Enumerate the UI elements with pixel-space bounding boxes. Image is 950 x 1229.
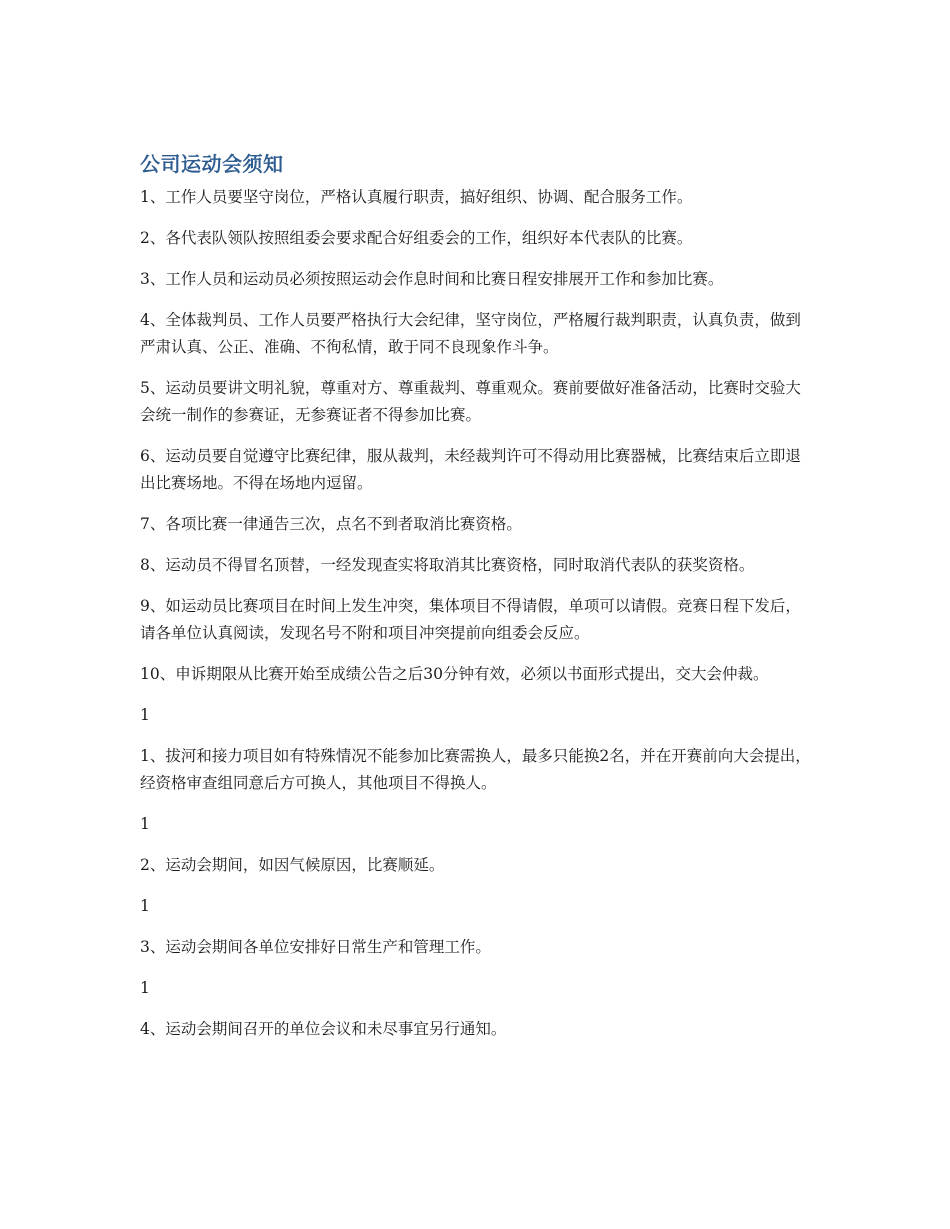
rule-paragraph: 6、运动员要自觉遵守比赛纪律，服从裁判，未经裁判许可不得动用比赛器械，比赛结束后立即退出比赛场地。不得在场地内逗留。: [140, 447, 801, 492]
extra-paragraph: 1、拔河和接力项目如有特殊情况不能参加比赛需换人，最多只能换2名，并在开赛前向大会提出，经资格审查组同意后方可换人，其他项目不得换人。: [140, 747, 811, 792]
rule-paragraph: 8、运动员不得冒名顶替，一经发现查实将取消其比赛资格，同时取消代表队的获奖资格。: [140, 556, 755, 574]
document-title: 公司运动会须知: [140, 152, 284, 176]
extra-paragraph: 3、运动会期间各单位安排好日常生产和管理工作。: [140, 938, 491, 956]
rule-paragraph: 2、各代表队领队按照组委会要求配合好组委会的工作，组织好本代表队的比赛。: [140, 229, 693, 247]
section-marker: 1: [140, 979, 150, 997]
rule-paragraph: 10、申诉期限从比赛开始至成绩公告之后30分钟有效，必须以书面形式提出，交大会仲裁。: [140, 665, 769, 683]
rule-paragraph: 3、工作人员和运动员必须按照运动会作息时间和比赛日程安排展开工作和参加比赛。: [140, 270, 724, 288]
rule-paragraph: 1、工作人员要坚守岗位，严格认真履行职责，搞好组织、协调、配合服务工作。: [140, 188, 693, 206]
section-marker: 1: [140, 706, 150, 724]
rule-paragraph: 4、全体裁判员、工作人员要严格执行大会纪律，坚守岗位，严格履行裁判职责，认真负责，做到严肃认真、公正、准确、不徇私情，敢于同不良现象作斗争。: [140, 311, 801, 356]
section-marker: 1: [140, 897, 150, 915]
rule-paragraph: 7、各项比赛一律通告三次，点名不到者取消比赛资格。: [140, 515, 522, 533]
rule-paragraph: 9、如运动员比赛项目在时间上发生冲突，集体项目不得请假，单项可以请假。竞赛日程下发后，请各单位认真阅读，发现名号不附和项目冲突提前向组委会反应。: [140, 597, 801, 642]
section-marker: 1: [140, 815, 150, 833]
extra-paragraph: 2、运动会期间，如因气候原因，比赛顺延。: [140, 856, 445, 874]
extra-paragraph: 4、运动会期间召开的单位会议和未尽事宜另行通知。: [140, 1020, 507, 1038]
rule-paragraph: 5、运动员要讲文明礼貌，尊重对方、尊重裁判、尊重观众。赛前要做好准备活动，比赛时交验大会统一制作的参赛证，无参赛证者不得参加比赛。: [140, 379, 801, 424]
document-body: [140, 150, 812, 1057]
